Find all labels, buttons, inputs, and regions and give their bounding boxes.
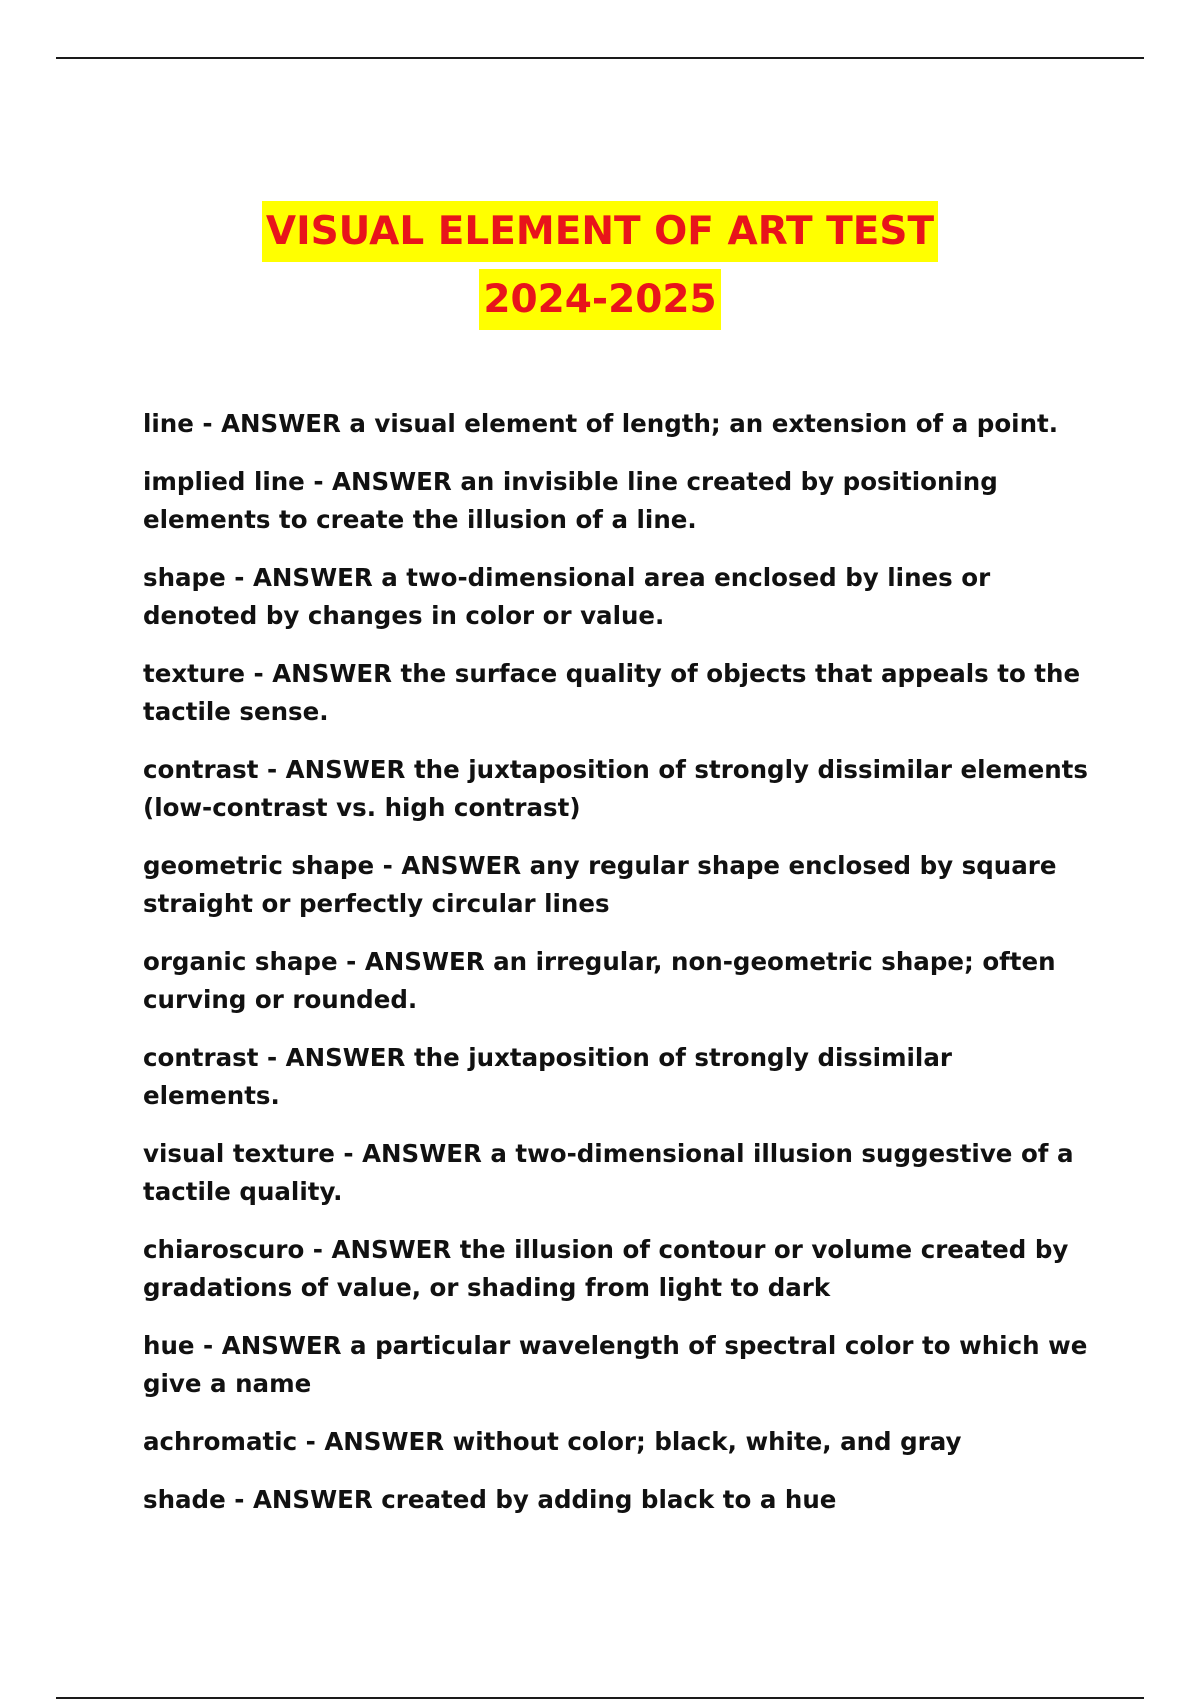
qa-answer: an invisible line created by positioning elements to create the illusion of a line. (143, 467, 998, 534)
qa-answer-label: ANSWER (221, 1331, 342, 1360)
qa-separator: - (297, 1427, 325, 1456)
qa-separator: - (225, 563, 253, 592)
qa-term: implied line (143, 467, 305, 496)
qa-separator: - (304, 1235, 332, 1264)
qa-answer-label: ANSWER (285, 755, 406, 784)
qa-answer-label: ANSWER (324, 1427, 445, 1456)
qa-item (143, 559, 1093, 635)
qa-separator: - (258, 755, 286, 784)
qa-answer: an irregular, non-geometric shape; often curving or rounded. (143, 947, 1056, 1014)
qa-separator: - (334, 1139, 363, 1168)
qa-separator: - (244, 659, 273, 688)
qa-item (143, 463, 1093, 539)
qa-separator: - (194, 1331, 222, 1360)
qa-item (143, 847, 1093, 923)
qa-item (143, 1327, 1093, 1403)
qa-separator: - (304, 467, 333, 496)
qa-answer: a visual element of length; an extension of a point. (349, 409, 1059, 438)
qa-answer: the juxtaposition of strongly dissimilar elements (low-contrast vs. high contrast) (143, 755, 1088, 822)
document-title (0, 200, 1200, 332)
qa-term: visual texture (143, 1139, 335, 1168)
qa-term: achromatic (143, 1427, 298, 1456)
qa-answer: the juxtaposition of strongly dissimilar elements. (143, 1043, 952, 1110)
qa-separator: - (193, 409, 222, 438)
qa-term: texture (143, 659, 245, 688)
qa-separator: - (225, 1485, 253, 1514)
top-rule (56, 57, 1144, 59)
qa-term: contrast (143, 755, 259, 784)
title-line-1: VISUAL ELEMENT OF ART TEST (262, 201, 938, 262)
qa-term: shade (143, 1485, 226, 1514)
qa-item (143, 1481, 1093, 1519)
qa-answer: a particular wavelength of spectral color to which we give a name (143, 1331, 1088, 1398)
qa-answer: without color; black, white, and gray (452, 1427, 962, 1456)
qa-item (143, 1135, 1093, 1211)
qa-item (143, 1231, 1093, 1307)
qa-answer-label: ANSWER (364, 947, 485, 976)
qa-answer-label: ANSWER (332, 467, 452, 496)
qa-term: line (143, 409, 194, 438)
qa-answer-label: ANSWER (331, 1235, 452, 1264)
qa-answer-label: ANSWER (221, 409, 341, 438)
qa-answer-label: ANSWER (252, 1485, 373, 1514)
qa-item (143, 751, 1093, 827)
qa-item (143, 405, 1093, 443)
qa-answer-label: ANSWER (362, 1139, 482, 1168)
qa-term: shape (143, 563, 226, 592)
qa-answer: any regular shape enclosed by square straight or perfectly circular lines (143, 851, 1057, 918)
qa-answer: the illusion of contour or volume created by gradations of value, or shading from light to dark (143, 1235, 1069, 1302)
qa-separator: - (337, 947, 365, 976)
qa-answer: created by adding black to a hue (381, 1485, 837, 1514)
qa-answer-label: ANSWER (252, 563, 373, 592)
qa-term: organic shape (143, 947, 338, 976)
qa-item (143, 1423, 1093, 1461)
qa-answer-label: ANSWER (401, 851, 522, 880)
qa-separator: - (374, 851, 402, 880)
qa-answer-label: ANSWER (272, 659, 392, 688)
qa-item (143, 655, 1093, 731)
qa-answer: a two-dimensional illusion suggestive of a tactile quality. (143, 1139, 1074, 1206)
qa-answer: the surface quality of objects that appeals to the tactile sense. (143, 659, 1081, 726)
qa-term: geometric shape (143, 851, 375, 880)
qa-term: chiaroscuro (143, 1235, 305, 1264)
qa-list (143, 405, 1093, 1539)
title-line-2: 2024-2025 (479, 269, 720, 330)
qa-separator: - (258, 1043, 286, 1072)
qa-answer: a two-dimensional area enclosed by lines or denoted by changes in color or value. (143, 563, 991, 630)
qa-item (143, 943, 1093, 1019)
qa-term: hue (143, 1331, 195, 1360)
bottom-rule (56, 1697, 1144, 1699)
qa-answer-label: ANSWER (285, 1043, 406, 1072)
qa-item (143, 1039, 1093, 1115)
qa-term: contrast (143, 1043, 259, 1072)
